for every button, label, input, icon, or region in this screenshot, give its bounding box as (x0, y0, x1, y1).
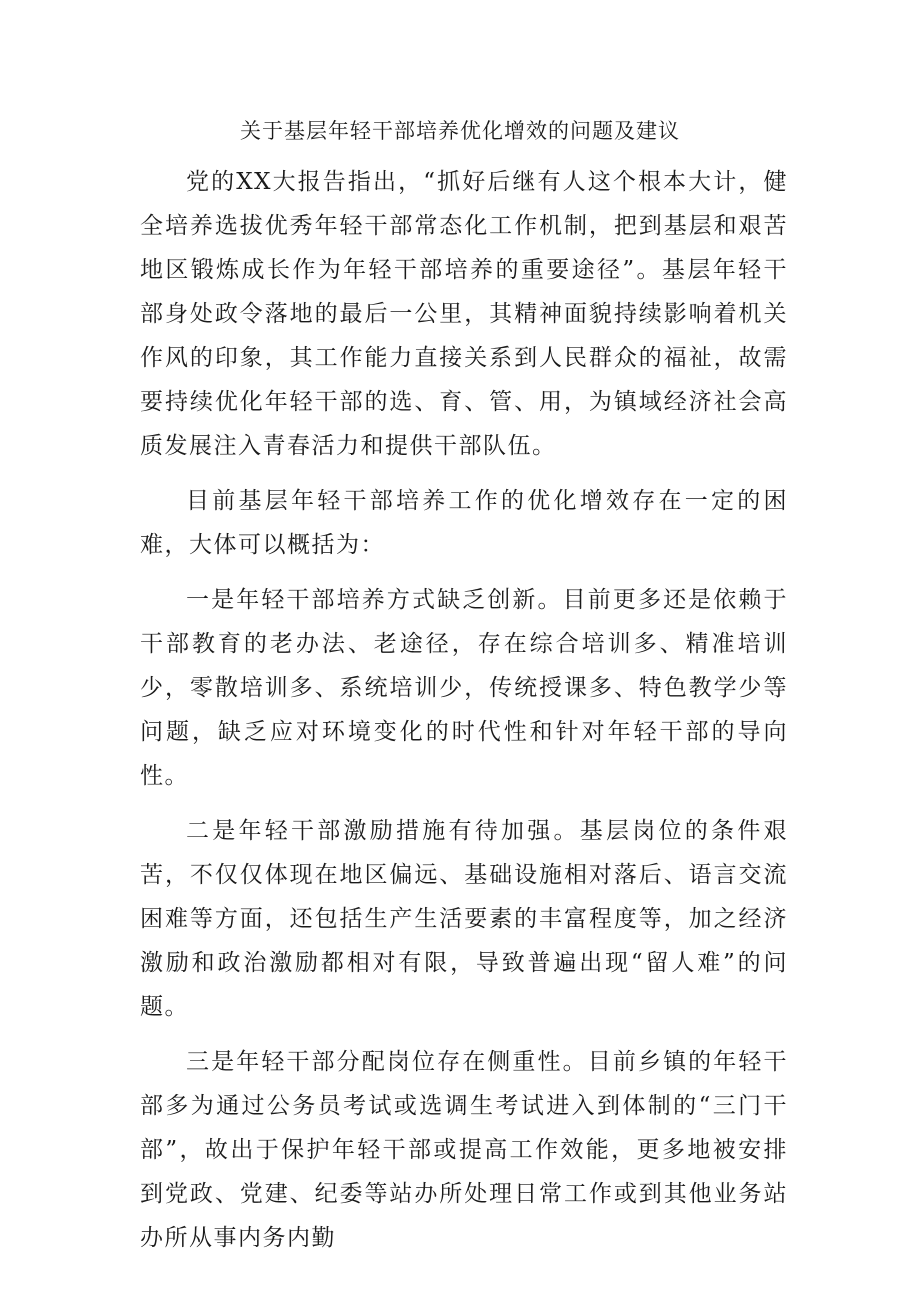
document-body (140, 160, 788, 1271)
document-title: 关于基层年轻干部培养优化增效的问题及建议 (240, 119, 680, 143)
paragraph-difficulties: 目前基层年轻干部培养工作的优化增效存在一定的困难，大体可以概括为： (140, 488, 788, 558)
paragraph-point-two: 二是年轻干部激励措施有待加强。基层岗位的条件艰苦，不仅仅体现在地区偏远、基础设施相对落后、语言交流困难等方面，还包括生产生活要素的丰富程度等，加之经济激励和政治激励都相对有限，导致普遍出现“留人难”的问题。 (140, 818, 788, 1020)
paragraph-intro: 党的XX大报告指出，“抓好后继有人这个根本大计，健全培养选拔优秀年轻干部常态化工作机制，把到基层和艰苦地区锻炼成长作为年轻干部培养的重要途径”。基层年轻干部身处政令落地的最后一公里，其精神面貌持续影响着机关作风的印象，其工作能力直接关系到人民群众的福祉，故需要持续优化年轻干部的选、育、管、用，为镇域经济社会高质发展注入青春活力和提供干部队伍。 (140, 169, 788, 459)
paragraph-point-one: 一是年轻干部培养方式缺乏创新。目前更多还是依赖于干部教育的老办法、老途径，存在综合培训多、精准培训少，零散培训多、系统培训少，传统授课多、特色教学少等问题，缺乏应对环境变化的时代性和针对年轻干部的导向性。 (140, 587, 788, 789)
paragraph-point-three: 三是年轻干部分配岗位存在侧重性。目前乡镇的年轻干部多为通过公务员考试或选调生考试进入到体制的“三门干部”，故出于保护年轻干部或提高工作效能，更多地被安排到党政、党建、纪委等站办所处理日常工作或到其他业务站办所从事内务内勤 (140, 1049, 788, 1251)
